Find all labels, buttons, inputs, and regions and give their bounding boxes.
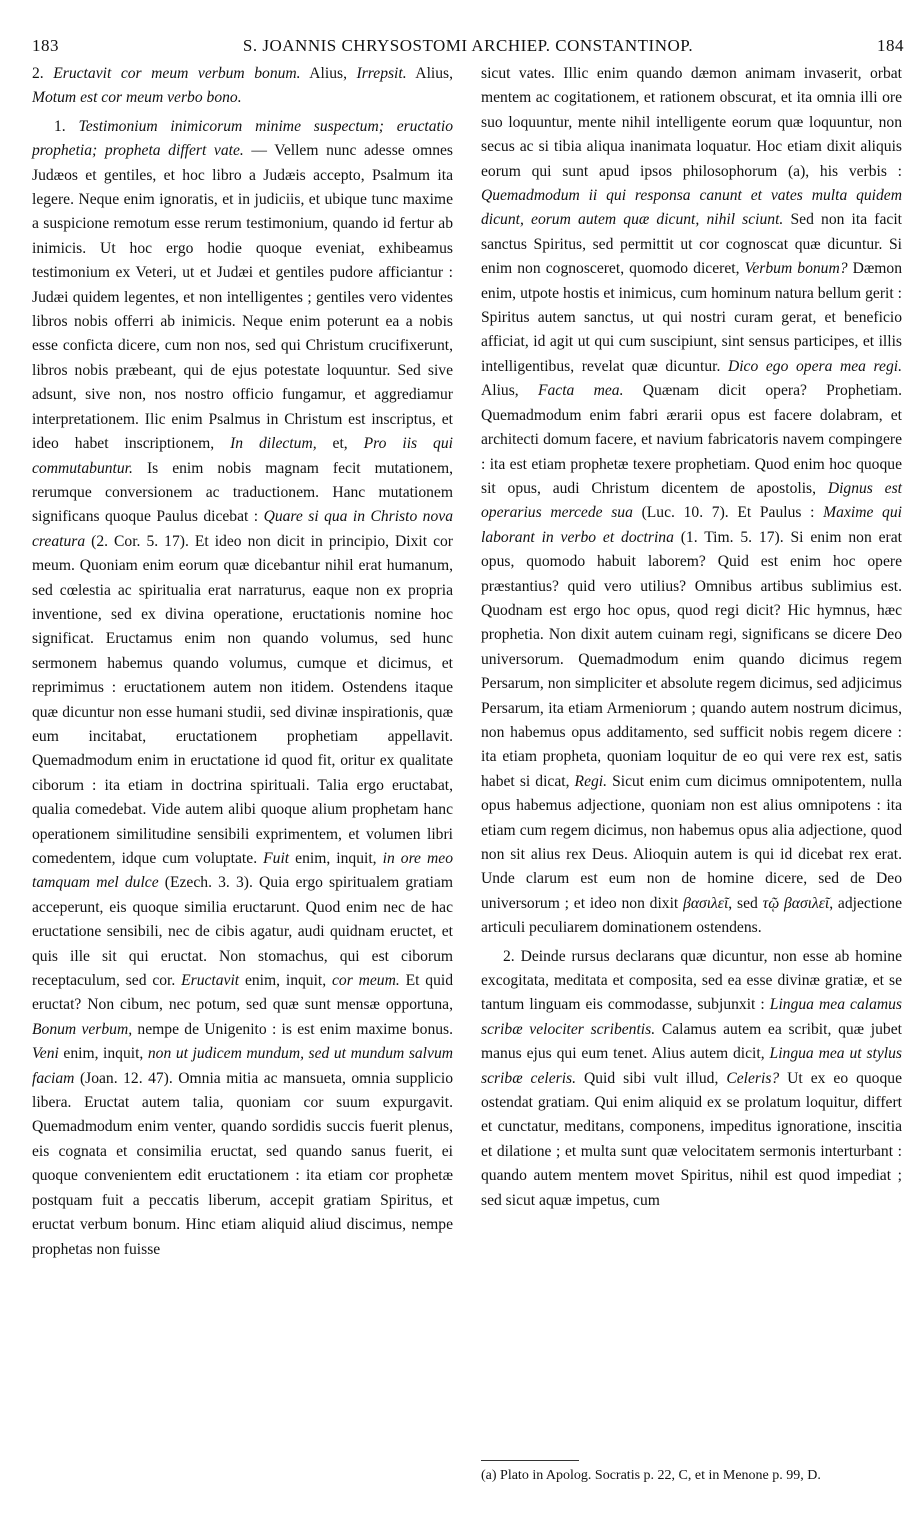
- text: Et quid eructat? Non cibum, nec potum, sed quæ sunt mensæ opportuna,: [32, 972, 454, 1014]
- text: enim, inquit,: [289, 850, 383, 867]
- quote: Bonum verbum,: [32, 1020, 133, 1038]
- paragraph-1: [32, 115, 453, 1262]
- section-number: 2.: [503, 947, 515, 965]
- text: (Ezech. 3. 3). Quia ergo spiritualem gratiam acceperunt, eis quoque similia eructarunt. Quod enim nec de hac eructatione sensibili, nec de cibis agatur, audi quidnam eructet, et quis ille sit qui eructat. Non stomachus, qui est ciborum receptaculum, sed cor.: [32, 874, 453, 990]
- text: , adjectione articuli peculiarem dominationem ostendens.: [481, 894, 902, 937]
- paragraph-continued: [481, 62, 902, 941]
- quote: Quare si qua in Christo nova creatura: [32, 508, 453, 550]
- text: nempe de Unigenito : is est enim maxime bonus.: [132, 1020, 453, 1038]
- quote: Maxime qui laborant in verbo et doctrina: [481, 504, 902, 546]
- quote: Lingua mea ut stylus scribæ celeris.: [481, 1045, 902, 1087]
- quote: Facta mea.: [537, 382, 624, 400]
- quote: Eructavit: [181, 972, 240, 990]
- quote: Verbum bonum?: [744, 260, 848, 278]
- quote: Quemadmodum ii qui responsa canunt et vates multa quidem dicunt, eorum autem quæ dicunt, nihil sciunt.: [481, 187, 902, 229]
- section-summary: Testimonium inimicorum minime suspectum; eructatio prophetia; propheta differt vate.: [32, 117, 453, 160]
- quote: Dico ego opera mea regi.: [727, 357, 902, 375]
- text: Sed non ita facit sanctus Spiritus, sed permittit ut cor cognoscat quæ dicuntur. Si enim non cognosceret, quomodo diceret,: [481, 211, 902, 278]
- lemma-text: Eructavit cor meum verbum bonum.: [53, 65, 301, 82]
- paragraph-2: [481, 945, 902, 1213]
- right-column: [481, 62, 902, 1213]
- variant-text: Motum est cor meum verbo bono.: [32, 89, 242, 107]
- text: Quid sibi vult illud,: [576, 1069, 727, 1087]
- text: Sicut enim cum dicimus omnipotentem, nulla opus habemus adjectione, quoniam non est alius omnipotens : ita etiam cum regem dicimus, non habemus opus alia adjectione, quod non sit alius rex Deus. Alioquin autem is qui id dicebat rex erat. Unde clarum est eum non de homine dicere, sed de Deo universorum ; et ideo non dixit: [481, 772, 902, 912]
- left-column: [32, 62, 453, 1262]
- greek-word: βασιλεῖ: [683, 894, 729, 912]
- verse-lemma: [32, 62, 453, 111]
- quote: Dignus est operarius mercede sua: [481, 479, 902, 522]
- text: Dæmon enim, utpote hostis et inimicus, cum hominum natura bellum gerit : Spiritus autem sanctus, ut qui nostri curam gerat, et beneficio afficiat, id agit ut qui cum suscipiunt, sint sensus participes, et illis intelligentibus, revelat quæ dicuntur.: [481, 260, 902, 375]
- text: (Luc. 10. 7). Et Paulus :: [632, 504, 824, 522]
- quote: In dilectum,: [230, 435, 317, 453]
- text: (1. Tim. 5. 17). Si enim non erat opus, quomodo habuit laborem? Quid est enim hoc opere præstantius? quid vero utilius? Omnibus artibus sublimius est. Quodnam est ergo hoc opus, quod regi dicit? Hic hymnus, hæc prophetia. Non dixit autem cuinam regi, significans se dicere Deo universorum. Quemadmodum enim quando dicimus regem Persarum, non simpliciter et absolute regem dicimus, sed adjicimus Persarum, ita etiam Armeniorum ; quando autem nostrum dicimus, non habemus opus additamento, sed sufficit nobis regem dicere : ita etiam propheta, quoniam loquitur de eo qui vere rex est, satis habet si dicat,: [481, 528, 902, 790]
- text: — Vellem nunc adesse omnes Judæos et gentiles, et hoc libro a Judæis accepto, Psalmum ita legere. Neque enim ignoratis, et in judiciis, et ubique tunc maxime a suspicione remotum esse rerum testimonium, quando id fertur ab inimicis. Ut hoc ergo hodie quoque eveniat, exhibeamus testimonium ex Veteri, ut et Judæi et gentiles pudore afficiantur : Judæi quidem legentes, et non intelligentes ; gentiles vero videntes libros nobis offerri ab inimicis. Neque enim poterunt ea a nobis esse conficta dicere, cum non nos, sed qui Christum crucifixerunt, libros nobis præbeant, qui de ejus potestate loquuntur. Sed sive adsunt, sive non, nos nostro officio fungamur, et aggrediamur interpretationem. Ilic enim Psalmus in Christum est inscriptus, et ideo habet inscriptionem,: [32, 142, 453, 453]
- quote: Lingua mea calamus scribæ velociter scribentis.: [481, 996, 902, 1038]
- running-title: S. JOANNIS CHRYSOSTOMI ARCHIEP. CONSTANTINOP.: [242, 36, 694, 55]
- quote: non ut judicem mundum, sed ut mundum salvum faciam: [32, 1045, 453, 1087]
- variant-text: Irrepsit.: [356, 65, 407, 82]
- quote: Fuit: [263, 850, 290, 867]
- text: Quænam dicit opera? Prophetiam. Quemadmodum enim fabri ærarii opus est facere dolabram, et architecti domum facere, et navium fabricatoris navem compingere : ita est etiam prophetæ texere prophetiam. Quod enim hoc quoque sit opus, audi Christum dicentem de apostolis,: [481, 382, 902, 497]
- quote: cor meum.: [332, 972, 400, 990]
- footnote: (a) Plato in Apolog. Socratis p. 22, C, et in Menone p. 99, D.: [481, 1468, 821, 1483]
- page-number-left: 183: [32, 36, 59, 55]
- text: , sed: [728, 894, 763, 912]
- quote: Celeris?: [726, 1069, 780, 1087]
- text: Calamus autem ea scribit, quæ jubet manus ejus qui eum tenet. Alius autem dicit,: [481, 1020, 902, 1063]
- greek-word: τῷ βασιλεῖ: [762, 894, 830, 912]
- text: et,: [316, 435, 364, 453]
- verse-number: 2.: [32, 65, 44, 82]
- page-number-right: 184: [877, 36, 904, 55]
- text: enim, inquit,: [239, 972, 332, 990]
- text: Is enim nobis magnam fecit mutationem, rerumque conversionem ac traductionem. Hanc mutationem significans quoque Paulus dicebat :: [32, 459, 453, 526]
- text: Alius,: [481, 382, 538, 400]
- running-header: [32, 36, 904, 58]
- text: sicut vates. Illic enim quando dæmon animam invaserit, orbat mentem ac cogitationem, et rationem obscurat, et ita omnia illi ore suo loquuntur, mente nihil intelligente eorum quæ loquuntur, non secus ac si tibia aliqua inanimata loquatur. Hoc etiam dixit aliquis eorum qui sunt apud ipsos philosophorum (a), his verbis :: [481, 65, 902, 180]
- section-number: 1.: [54, 117, 66, 135]
- text: Alius,: [300, 65, 357, 82]
- quote: Pro iis qui commutabuntur.: [32, 435, 453, 477]
- quote: in ore meo tamquam mel dulce: [32, 850, 453, 892]
- quote: Veni: [32, 1045, 59, 1063]
- text: Alius,: [406, 65, 453, 82]
- text: Deinde rursus declarans quæ dicuntur, non esse ab homine excogitata, meditata et composita, sed ea esse divinæ gratiæ, et se tantum linguam eis commodasse, subjunxit :: [481, 947, 902, 1014]
- text: enim, inquit,: [58, 1045, 148, 1063]
- text: (Joan. 12. 47). Omnia mitia ac mansueta, omnia supplicio libera. Eructat autem talia, quoniam cor suum expurgavit. Quemadmodum enim venter, quando sordidis succis fuerit plenus, eis cognata et consimilia eructat, sed quando sanus fuerit, ei quoque convenientem edit eructationem : ita etiam cor prophetæ postquam fuit a peccatis liberum, accepit gratiam Spiritus, et eructat verbum bonum. Hinc etiam aliquid aliud discimus, nempe prophetas non fuisse: [32, 1069, 453, 1258]
- quote: Regi.: [574, 772, 608, 790]
- text: (2. Cor. 5. 17). Et ideo non dicit in principio, Dixit cor meum. Quoniam enim eorum quæ dicebantur nihil erat humanum, sed cœlestia ac spiritualia erat narraturus, eaque non ex propria inventione, sed ex divina operatione, eructationis nomine hoc significat. Eructamus enim non quando volumus, sed hunc sermonem habemus quando volumus, cumque et dicimus, et reprimimus : eructationem autem non itidem. Ostendens itaque quæ dicuntur non esse humani studii, sed divinæ inspirationis, quæ eum incitabat, eructationem prophetiam appellavit. Quemadmodum enim in eructatione id quod fit, oritur ex qualitate ciborum : ita etiam in doctrina spirituali. Talia ergo eructabat, qualia comedebat. Vide autem alibi quoque alium prophetam hanc operationem similitudine sensibili exprimentem, et volumen libri comedentem, idque cum voluptate.: [32, 532, 453, 867]
- text: Ut ex eo quoque ostendat gratiam. Qui enim aliquid ex se prolatum loquitur, differt et cunctatur, meditans, componens, impeditus ignoratione, inscitia et dilatione ; et multa sunt quæ velocitatem sermonis interturbant : quando autem mentem movet Spiritus, nihil est quod impediat ; sed sicut aquæ impetus, cum: [481, 1069, 902, 1209]
- footnote-rule: [481, 1460, 579, 1461]
